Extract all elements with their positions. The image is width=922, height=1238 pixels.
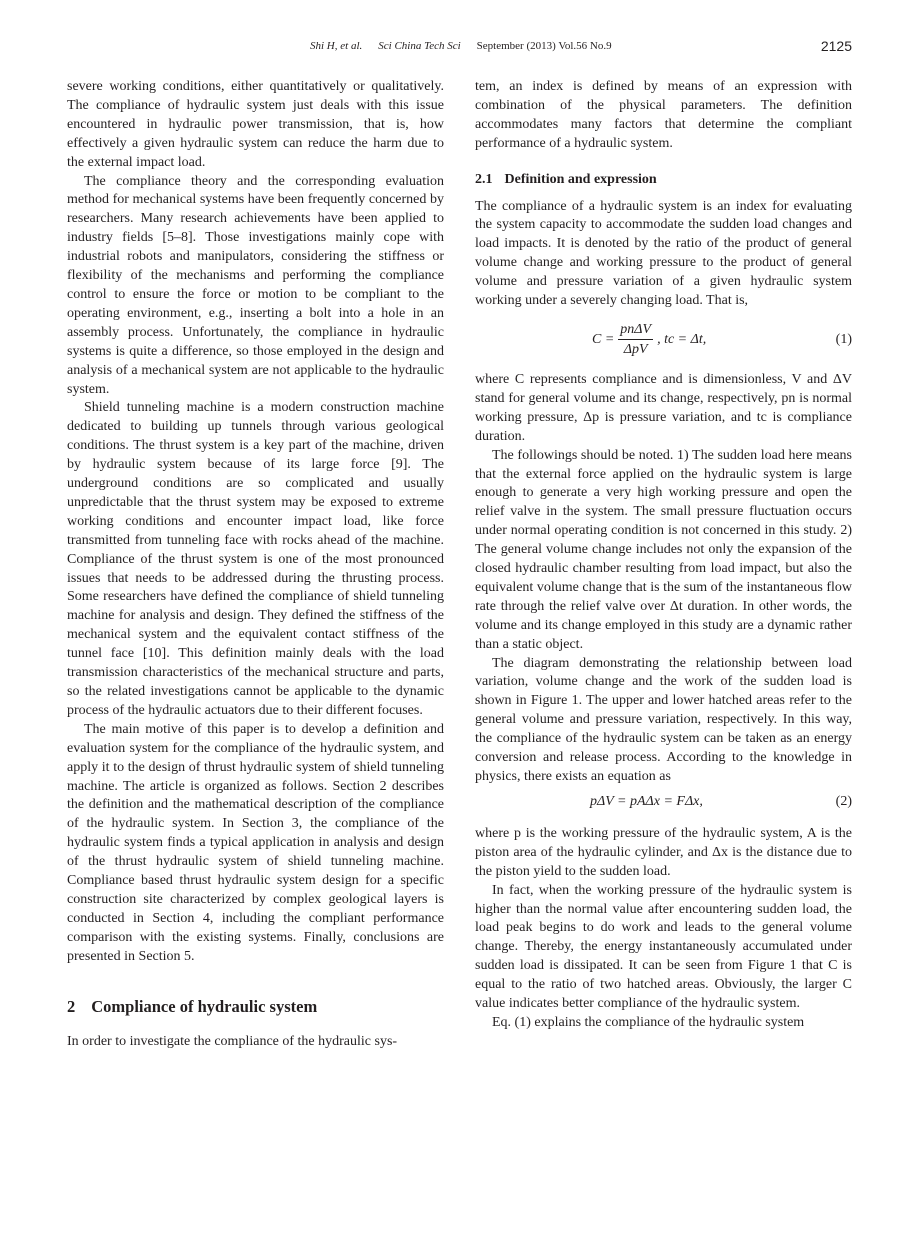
paragraph: tem, an index is defined by means of an expression with combination of the physical parameters. The definition accommodates many factors that determine the compliant performance of a hydraulic system.: [475, 79, 852, 151]
eq1-lhs: C =: [592, 331, 615, 347]
section-heading: [67, 998, 444, 1017]
paragraph: The main motive of this paper is to develop a definition and evaluation system for the compliance of the hydraulic system, and apply it to the design of thrust hydraulic system of shield tunneling machine. The article is organized as follows. Section 2 describes the definition and the mathematical description of the compliance of the hydraulic system. In Section 3, the compliance of the hydraulic system finds a typical application in analysis and design of the thrust hydraulic system of shield tunneling machine. Compliance based thrust hydraulic system design for a specific construction site characterized by complex geological layers is conducted in Section 4, including the compliant performance comparison with the existing systems. Finally, conclusions are presented in Section 5.: [67, 721, 444, 964]
subsection-heading: [475, 171, 852, 190]
paragraph: In fact, when the working pressure of the hydraulic system is higher than the normal value after encountering sudden load, the load peak begins to do work and leads to the general volume change. Thereby, the energy instantaneously accumulated under sudden load is dissipated. It can be seen from Figure 1 that C is equal to the ratio of two hatched areas. Obviously, the larger C value indicates better compliance of the hydraulic system.: [475, 882, 852, 1012]
eq1-fraction: [618, 321, 653, 359]
paragraph: The compliance of a hydraulic system is an index for evaluating the system capacity to accommodate the sudden load changes and load impacts. It is denoted by the ratio of the product of general volume change and working pressure to the product of general volume and pressure variation of a given hydraulic system working under a severely changing load. That is,: [475, 198, 852, 309]
header-issue: September (2013) Vol.56 No.9: [476, 40, 612, 52]
section-number: 2: [67, 996, 76, 1016]
section-title: Compliance of hydraulic system: [91, 996, 318, 1016]
eq2-label: (2): [835, 793, 852, 809]
equation-2: [475, 793, 852, 815]
paragraph: The followings should be noted. 1) The sudden load here means that the external force applied on the hydraulic system is large enough to generate a very high working pressure and open the relief valve in the system. The small pressure fluctuation occurs under normal operating condition is not concerned in this study. 2) The general volume change includes not only the expansion of the closed hydraulic chamber resulting from load impact, but also the equivalent volume change that is the sum of the instantaneous flow rate through the relief valve over Δt duration. In other words, the volume and its change employed in this study are a dynamic rather than a static object.: [475, 447, 852, 652]
paragraph: Shield tunneling machine is a modern construction machine dedicated to building up tunnels through various geological conditions. The thrust system is a key part of the machine, driven by hydraulic system because of its large force [9]. The underground conditions are so complicated and usually unpredictable that the thrust system may be exposed to extreme working conditions and encounter impact load, like force transmitted from tunneling face with rocks ahead of the machine. Compliance of the thrust system is one of the most pronounced issues that needs to be addressed during the thrusting process. Some researchers have defined the compliance of shield tunneling machine for analysis and design. They defined the stiffness of the mechanical system and the equivalent contact stiffness of the tunnel face [10]. This definition mainly deals with the load transmission characteristics of the mechanical structure and parts, so the related investigations cannot be applicable to the dynamic process of the hydraulic actuators due to their different focuses.: [67, 400, 444, 718]
equation-1: [475, 315, 852, 367]
paragraph: In order to investigate the compliance of the hydraulic sys-: [67, 1033, 398, 1049]
eq2-expression: pΔV = pAΔx = FΔx,: [590, 793, 703, 809]
eq1-label: (1): [835, 331, 852, 347]
page-number: 2125: [820, 38, 852, 54]
paragraph: where C represents compliance and is dimensionless, V and ΔV stand for general volume and its change, respectively, pn is normal working pressure, Δp is pressure variation, and tc is compliance duration.: [475, 371, 852, 444]
header-journal: Sci China Tech Sci: [378, 40, 461, 52]
header-citation: [310, 40, 628, 52]
right-column: [475, 78, 852, 1033]
eq1-rhs: , tc = Δt,: [657, 331, 707, 347]
paragraph: severe working conditions, either quantitatively or qualitatively. The compliance of hydraulic system just deals with this issue encountered in hydraulic power transmission, that is, how effectively a given hydraulic system can reduce the harm due to the external impact load.: [67, 79, 444, 170]
eq1-denominator: ΔpV: [623, 341, 648, 357]
running-header: [0, 40, 922, 58]
subsection-number: 2.1: [475, 171, 493, 187]
paragraph: The diagram demonstrating the relationship between load variation, volume change and the work of the sudden load is shown in Figure 1. The upper and lower hatched areas refer to the general volume and pressure variation, respectively. In this way, the compliance of the hydraulic system can be taken as an energy conversion and release process. According to the knowledge in physics, there exists an equation as: [475, 655, 852, 784]
left-column: [67, 78, 444, 1051]
header-authors: Shi H, et al.: [310, 40, 363, 52]
paragraph: Eq. (1) explains the compliance of the hydraulic system: [492, 1014, 805, 1030]
subsection-title: Definition and expression: [504, 171, 657, 187]
paragraph: The compliance theory and the corresponding evaluation method for mechanical systems have been frequently concerned by researchers. Many research achievements have been applied to industry fields [5–8]. Those investigations mainly cope with industrial robots and manipulators, considering the stiffness or flexibility of the mechanisms and performing the compliance control to ensure the force or motion to be compliant to the operating environment, e.g., inserting a bolt into a hole in an assembly process. Unfortunately, the compliance in hydraulic systems is quite a difference, so those employed in the design and analysis of a mechanical system are not applicable to the hydraulic system.: [67, 173, 444, 397]
paragraph: where p is the working pressure of the hydraulic system, A is the piston area of the hydraulic cylinder, and Δx is the distance due to the piston yield to the sudden load.: [475, 825, 852, 879]
eq1-numerator: pnΔV: [618, 321, 653, 340]
